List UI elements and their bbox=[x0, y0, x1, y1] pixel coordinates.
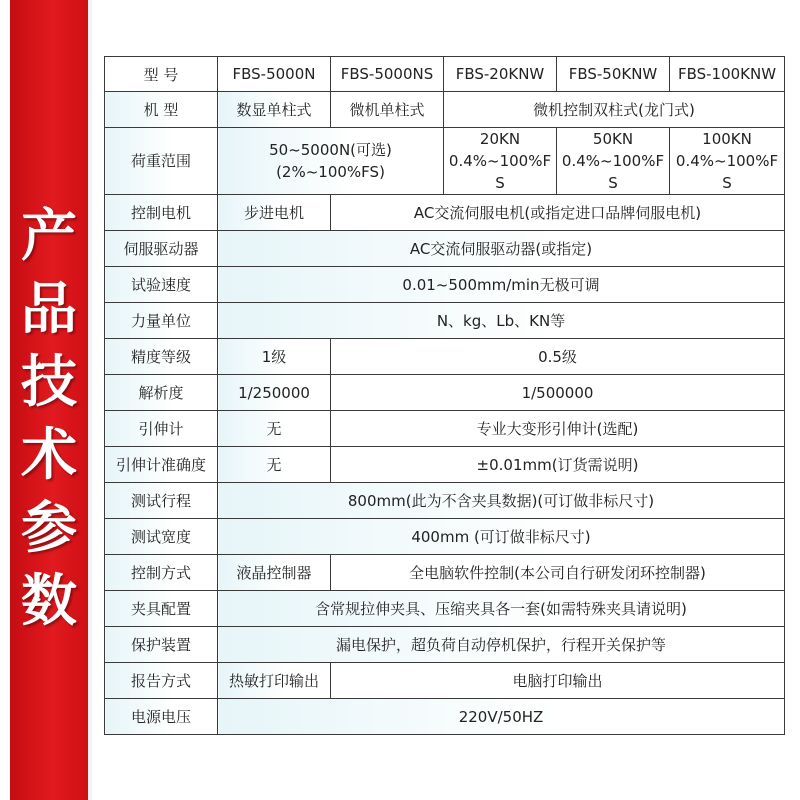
cell-line: S bbox=[495, 174, 505, 192]
value-cell: AC交流伺服电机(或指定进口品牌伺服电机) bbox=[331, 195, 785, 231]
row-stroke bbox=[105, 483, 785, 519]
row-fixture bbox=[105, 591, 785, 627]
value-cell: 1级 bbox=[218, 339, 331, 375]
model-cell: FBS-5000NS bbox=[331, 57, 444, 92]
row-accuracy bbox=[105, 339, 785, 375]
row-label: 测试宽度 bbox=[105, 519, 218, 555]
row-label: 夹具配置 bbox=[105, 591, 218, 627]
row-control-mode bbox=[105, 555, 785, 591]
value-cell: 专业大变形引伸计(选配) bbox=[331, 411, 785, 447]
value-cell: ±0.01mm(订货需说明) bbox=[331, 447, 785, 483]
value-cell: 微机控制双柱式(龙门式) bbox=[444, 92, 785, 128]
row-force-unit bbox=[105, 303, 785, 339]
cell-line: 0.4%~100%F bbox=[675, 152, 779, 170]
value-cell: AC交流伺服驱动器(或指定) bbox=[218, 231, 785, 267]
spec-table bbox=[104, 56, 785, 735]
side-title-char: 数 bbox=[21, 569, 77, 634]
model-cell: FBS-100KNW bbox=[670, 57, 785, 92]
row-load-range bbox=[105, 128, 785, 195]
row-label: 电源电压 bbox=[105, 699, 218, 735]
cell-line: 50KN bbox=[592, 130, 634, 148]
value-cell: N、kg、Lb、KN等 bbox=[218, 303, 785, 339]
value-cell: 含常规拉伸夹具、压缩夹具各一套(如需特殊夹具请说明) bbox=[218, 591, 785, 627]
value-cell: 800mm(此为不含夹具数据)(可订做非标尺寸) bbox=[218, 483, 785, 519]
value-cell: 220V/50HZ bbox=[218, 699, 785, 735]
row-label: 控制电机 bbox=[105, 195, 218, 231]
cell-line: 50~5000N(可选) bbox=[269, 141, 392, 159]
model-cell: FBS-5000N bbox=[218, 57, 331, 92]
row-machine-type bbox=[105, 92, 785, 128]
value-cell bbox=[670, 128, 785, 195]
row-label: 控制方式 bbox=[105, 555, 218, 591]
row-control-motor bbox=[105, 195, 785, 231]
side-title-char: 技 bbox=[21, 350, 77, 415]
value-cell: 1/250000 bbox=[218, 375, 331, 411]
value-cell: 400mm (可订做非标尺寸) bbox=[218, 519, 785, 555]
row-report bbox=[105, 663, 785, 699]
side-panel-edge bbox=[88, 0, 92, 800]
cell-line: 0.4%~100%F bbox=[448, 152, 552, 170]
row-label: 精度等级 bbox=[105, 339, 218, 375]
row-extensometer-accuracy bbox=[105, 447, 785, 483]
value-cell: 漏电保护，超负荷自动停机保护，行程开关保护等 bbox=[218, 627, 785, 663]
row-power bbox=[105, 699, 785, 735]
value-cell: 热敏打印输出 bbox=[218, 663, 331, 699]
row-servo-driver bbox=[105, 231, 785, 267]
row-test-speed bbox=[105, 267, 785, 303]
value-cell: 0.01~500mm/min无极可调 bbox=[218, 267, 785, 303]
row-label: 型 号 bbox=[105, 57, 218, 92]
value-cell: 1/500000 bbox=[331, 375, 785, 411]
row-label: 引伸计 bbox=[105, 411, 218, 447]
cell-line: 0.4%~100%F bbox=[561, 152, 665, 170]
row-width bbox=[105, 519, 785, 555]
cell-line: 20KN bbox=[479, 130, 521, 148]
side-title-char: 产 bbox=[21, 204, 77, 269]
value-cell: 微机单柱式 bbox=[331, 92, 444, 128]
row-label: 引伸计准确度 bbox=[105, 447, 218, 483]
row-label: 保护装置 bbox=[105, 627, 218, 663]
cell-line: (2%~100%FS) bbox=[276, 163, 385, 181]
row-label: 荷重范围 bbox=[105, 128, 218, 195]
value-cell: 无 bbox=[218, 411, 331, 447]
row-label: 伺服驱动器 bbox=[105, 231, 218, 267]
value-cell: 无 bbox=[218, 447, 331, 483]
cell-line: S bbox=[608, 174, 618, 192]
side-title-char: 参 bbox=[21, 496, 77, 561]
value-cell bbox=[557, 128, 670, 195]
row-label: 机 型 bbox=[105, 92, 218, 128]
row-model bbox=[105, 57, 785, 92]
value-cell: 全电脑软件控制(本公司自行研发闭环控制器) bbox=[331, 555, 785, 591]
side-title-char: 品 bbox=[21, 277, 77, 342]
row-label: 力量单位 bbox=[105, 303, 218, 339]
value-cell: 电脑打印输出 bbox=[331, 663, 785, 699]
model-cell: FBS-20KNW bbox=[444, 57, 557, 92]
row-protection bbox=[105, 627, 785, 663]
row-extensometer bbox=[105, 411, 785, 447]
value-cell bbox=[218, 128, 444, 195]
row-resolution bbox=[105, 375, 785, 411]
side-title-char: 术 bbox=[21, 423, 77, 488]
row-label: 试验速度 bbox=[105, 267, 218, 303]
model-cell: FBS-50KNW bbox=[557, 57, 670, 92]
cell-line: 100KN bbox=[702, 130, 752, 148]
value-cell: 数显单柱式 bbox=[218, 92, 331, 128]
value-cell: 液晶控制器 bbox=[218, 555, 331, 591]
row-label: 解析度 bbox=[105, 375, 218, 411]
value-cell bbox=[444, 128, 557, 195]
row-label: 测试行程 bbox=[105, 483, 218, 519]
value-cell: 步进电机 bbox=[218, 195, 331, 231]
side-title bbox=[10, 200, 88, 638]
cell-line: S bbox=[722, 174, 732, 192]
value-cell: 0.5级 bbox=[331, 339, 785, 375]
row-label: 报告方式 bbox=[105, 663, 218, 699]
